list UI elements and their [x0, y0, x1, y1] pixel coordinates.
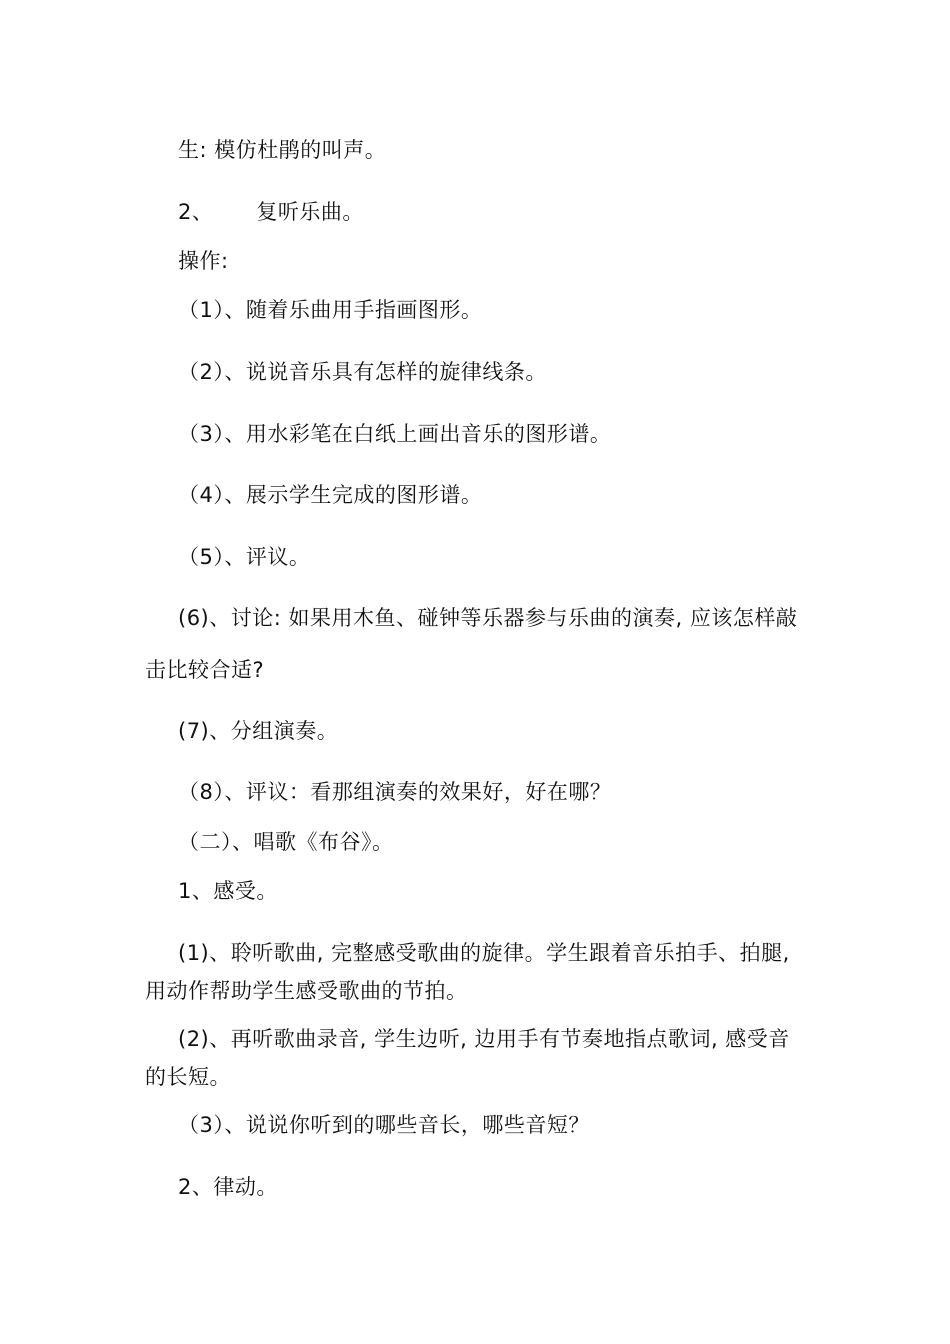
text-line: 击比较合适? — [145, 658, 265, 682]
text-line: 的长短。 — [145, 1065, 231, 1089]
text-line: 2、 复听乐曲。 — [178, 200, 364, 224]
text-line: （3）、用水彩笔在白纸上画出音乐的图形谱。 — [178, 422, 612, 446]
text-line: （8）、评议：看那组演奏的效果好，好在哪？ — [178, 780, 612, 804]
text-line: （4）、展示学生完成的图形谱。 — [178, 483, 483, 507]
text-line: （二）、唱歌《布谷》。 — [178, 830, 394, 854]
text-line: 2、律动。 — [178, 1175, 278, 1199]
text-line: （2）、说说音乐具有怎样的旋律线条。 — [178, 360, 547, 384]
text-line: 操作: — [178, 249, 229, 273]
text-line: 用动作帮助学生感受歌曲的节拍。 — [145, 979, 468, 1003]
text-line: （1）、随着乐曲用手指画图形。 — [178, 298, 483, 322]
text-line: (7)、分组演奏。 — [178, 719, 339, 743]
text-line: 生: 模仿杜鹃的叫声。 — [178, 138, 387, 162]
text-line: （5）、评议。 — [178, 545, 311, 569]
text-line: (2)、再听歌曲录音, 学生边听, 边用手有节奏地指点歌词, 感受音 — [178, 1027, 790, 1051]
text-line: (1)、聆听歌曲, 完整感受歌曲的旋律。学生跟着音乐拍手、拍腿, — [178, 941, 790, 965]
text-line: (6)、讨论: 如果用木鱼、碰钟等乐器参与乐曲的演奏, 应该怎样敲 — [178, 606, 798, 630]
text-line: 1、感受。 — [178, 879, 278, 903]
text-line: （3）、说说你听到的哪些音长，哪些音短？ — [178, 1113, 590, 1137]
